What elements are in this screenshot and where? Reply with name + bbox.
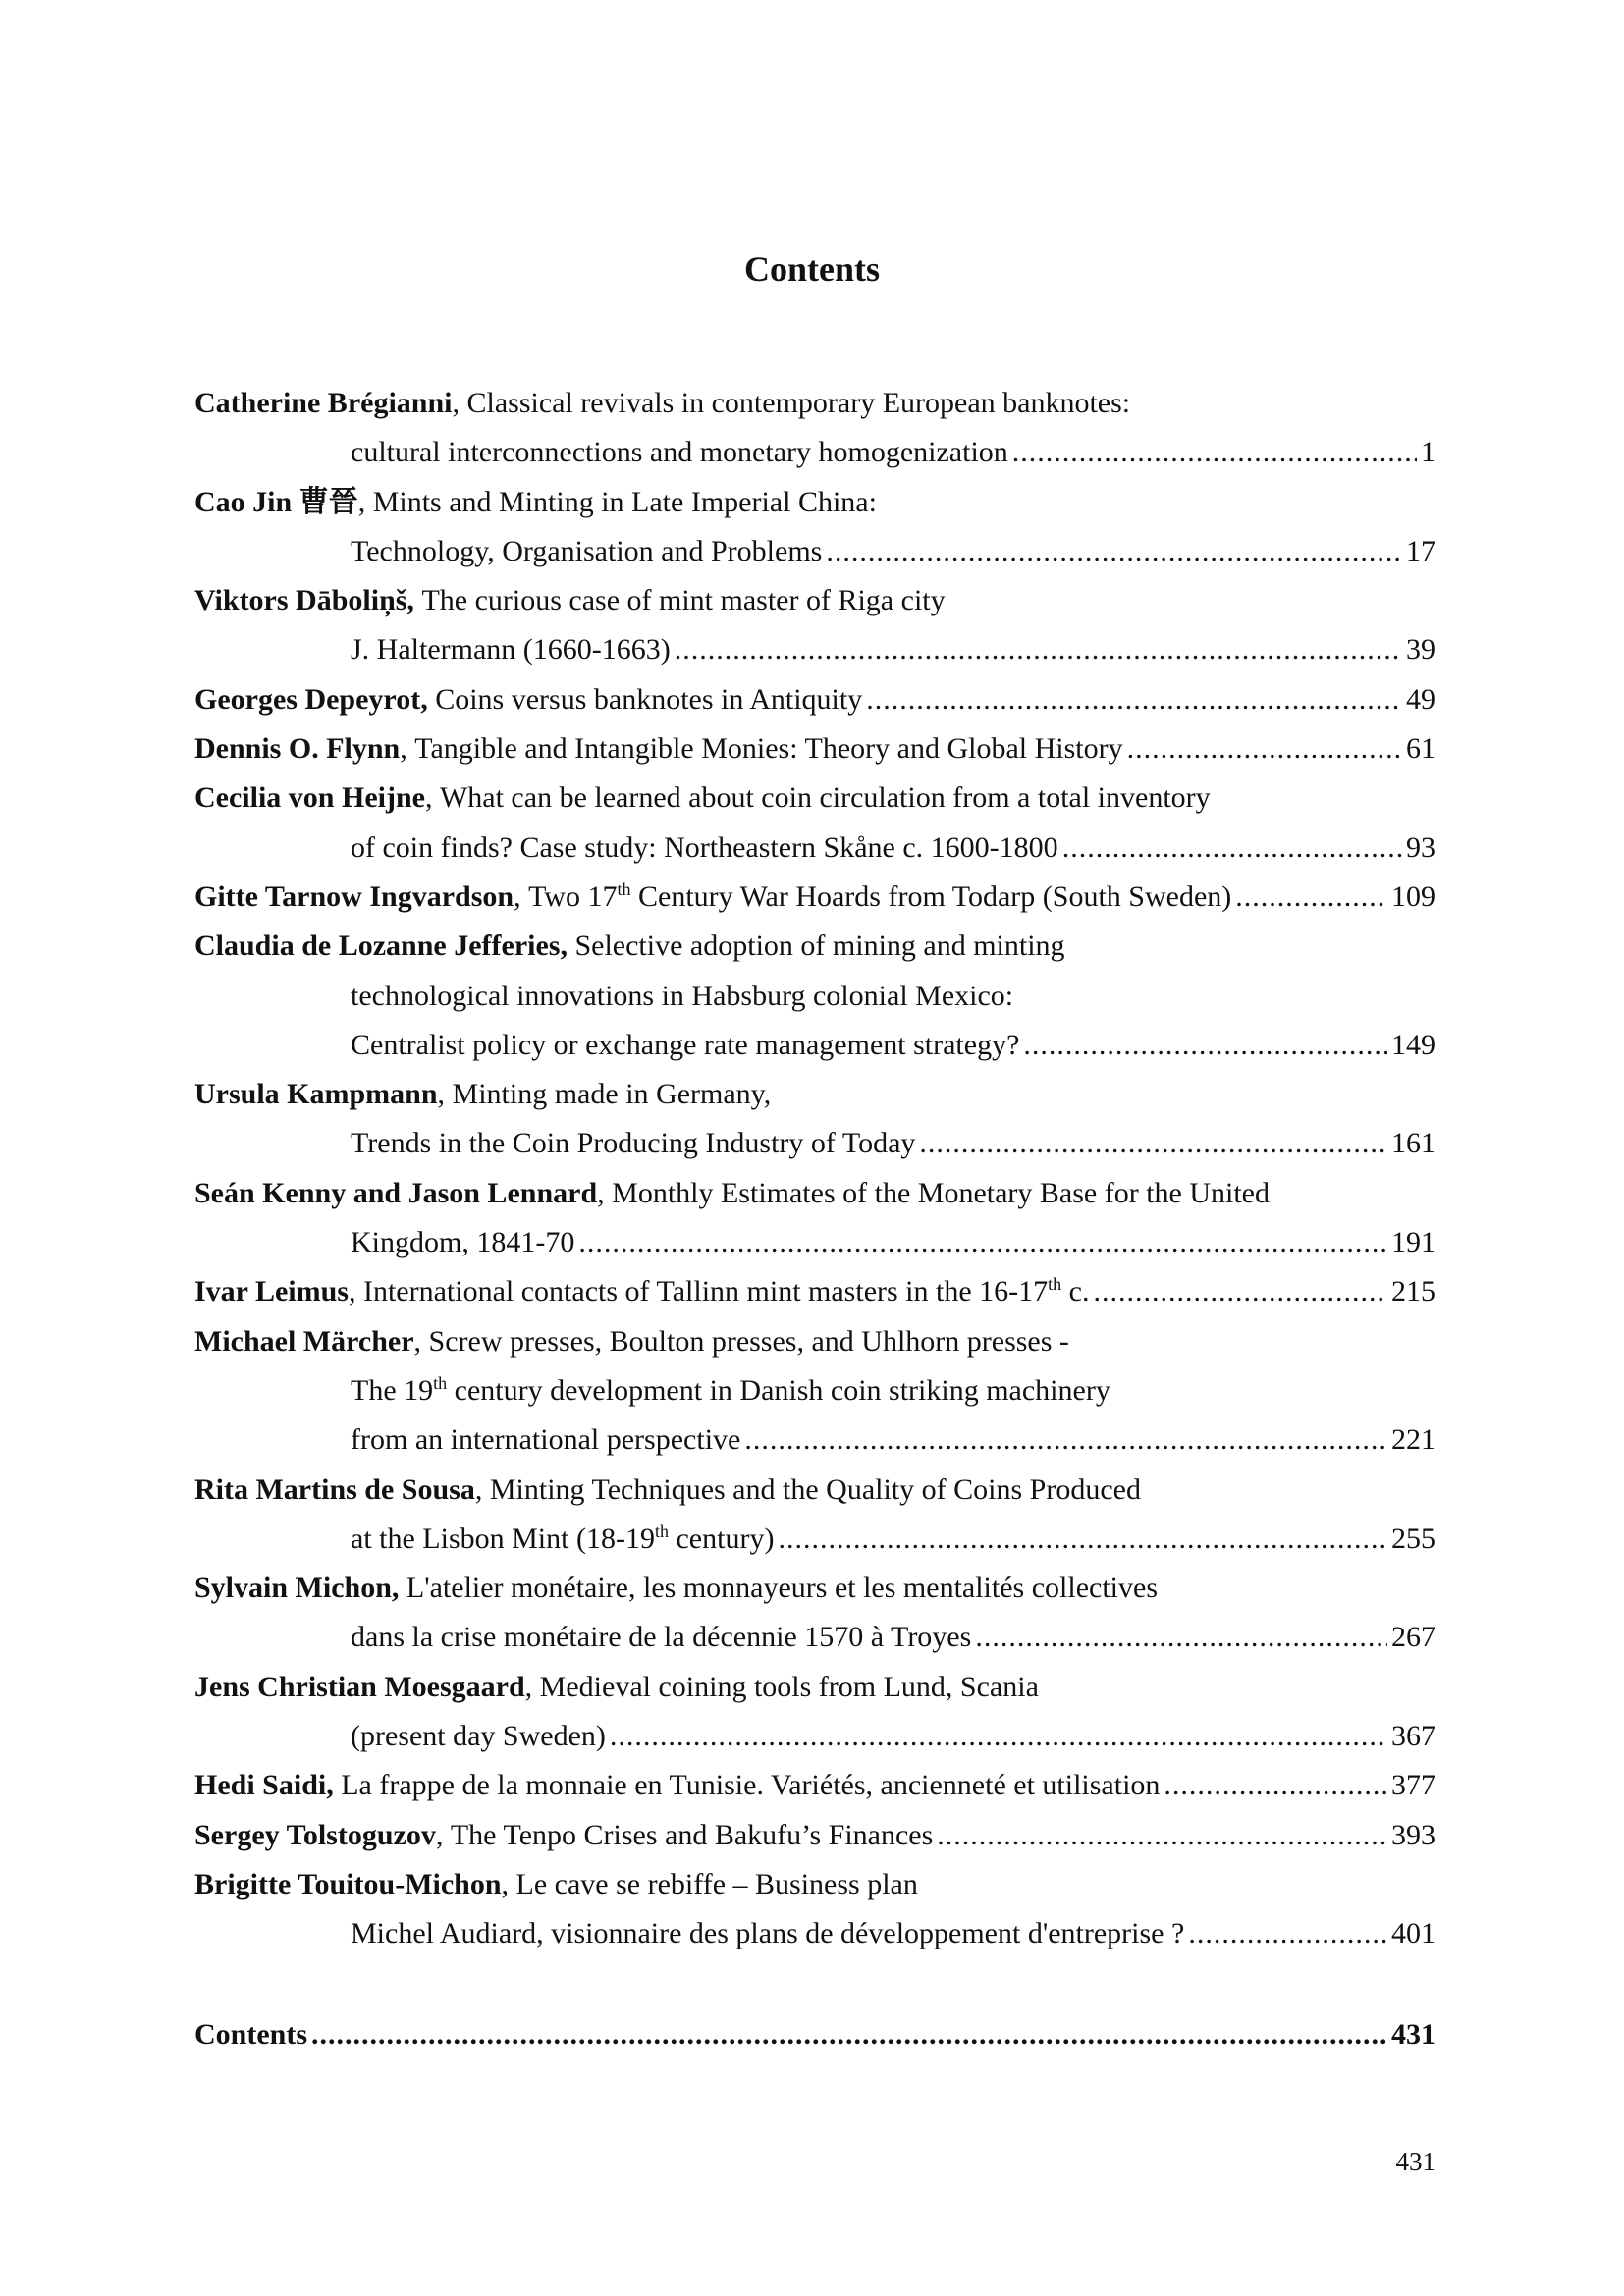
toc-title-text: Monthly Estimates of the Monetary Base for the United	[612, 1176, 1270, 1209]
toc-entry-line	[194, 1761, 1435, 1810]
toc-author: Catherine Brégianni	[194, 387, 453, 419]
toc-author: Ursula Kampmann	[194, 1078, 438, 1111]
dot-leader	[1127, 724, 1402, 774]
toc-entry-line	[194, 873, 1435, 922]
toc-author: Ivar Leimus	[194, 1275, 349, 1308]
toc-author: Brigitte Touitou-Michon	[194, 1867, 502, 1900]
toc-title-text: La frappe de la monnaie en Tunisie. Variétés, ancienneté et utilisation	[341, 1769, 1161, 1802]
toc-entry-line	[194, 1860, 1435, 1909]
dot-leader	[744, 1415, 1387, 1465]
toc-entry-line	[194, 1366, 1435, 1415]
toc-entry-line	[194, 576, 1435, 625]
toc-entry-line	[194, 724, 1435, 774]
toc-separator: ,	[452, 387, 467, 419]
dot-leader	[610, 1712, 1387, 1761]
toc-separator: ,	[357, 485, 373, 518]
toc-title-text: The 19th century development in Danish coin striking machinery	[351, 1372, 1110, 1407]
toc-separator	[428, 675, 436, 724]
dot-leader	[866, 675, 1402, 724]
toc-separator: ,	[435, 1818, 451, 1851]
toc-entry-line	[194, 478, 1435, 527]
dot-leader	[1062, 824, 1402, 873]
toc-separator: ,	[413, 1324, 429, 1358]
toc-title-text: J. Haltermann (1660-1663)	[351, 633, 671, 667]
toc-entry-line	[194, 1119, 1435, 1168]
dot-leader	[778, 1515, 1387, 1564]
dot-leader	[1094, 1267, 1388, 1316]
toc-title-text: dans la crise monétaire de la décennie 1570 à Troyes	[351, 1621, 972, 1654]
toc-entry-line	[194, 1909, 1435, 1958]
toc-author: Claudia de Lozanne Jefferies,	[194, 930, 568, 963]
toc-entry-line	[194, 1317, 1435, 1366]
dot-leader	[1235, 873, 1387, 922]
toc-author: Sergey Tolstoguzov	[194, 1818, 436, 1851]
toc-title-text: Le cave se rebiffe – Business plan	[515, 1867, 918, 1900]
toc-entry-line	[194, 1811, 1435, 1860]
toc-page-number: 161	[1391, 1127, 1435, 1160]
toc-page-number: 393	[1391, 1818, 1435, 1851]
toc-separator: ,	[437, 1078, 453, 1111]
toc-entry-line	[194, 1169, 1435, 1218]
toc-page-number: 401	[1391, 1917, 1435, 1950]
toc-author: Hedi Saidi,	[194, 1769, 334, 1802]
toc-title-text: Mints and Minting in Late Imperial China:	[372, 485, 877, 518]
toc-page-number: 221	[1391, 1423, 1435, 1457]
dot-leader	[919, 1119, 1387, 1168]
toc-title-text: The curious case of mint master of Riga city	[421, 584, 946, 617]
toc-title-text: Tangible and Intangible Monies: Theory and Global History	[414, 732, 1123, 766]
toc-title-text: cultural interconnections and monetary homogenization	[351, 436, 1008, 469]
toc-title-text: of coin finds? Case study: Northeastern Skåne c. 1600-1800	[351, 830, 1058, 864]
page-number: 431	[1395, 2147, 1435, 2176]
toc-entry-line	[194, 1564, 1435, 1613]
dot-leader	[1164, 1761, 1387, 1810]
toc-title-text: The Tenpo Crises and Bakufu’s Finances	[450, 1818, 934, 1851]
toc-author: Georges Depeyrot,	[194, 682, 428, 716]
toc-author: Cao Jin 曹晉	[194, 485, 358, 518]
toc-author: Cecilia von Heijne	[194, 781, 425, 815]
toc-separator	[414, 576, 422, 625]
toc-page-number: 109	[1391, 880, 1435, 913]
toc-entry-line	[194, 625, 1435, 674]
toc-entry-line	[194, 527, 1435, 576]
toc-author: Viktors Dāboliņš,	[194, 584, 414, 617]
dot-leader	[311, 2010, 1387, 2059]
toc-separator: ,	[400, 732, 415, 766]
dot-leader	[937, 1811, 1387, 1860]
dot-leader	[975, 1613, 1387, 1662]
toc-title-text: technological innovations in Habsburg colonial Mexico:	[351, 979, 1014, 1012]
toc-entry-line	[194, 1663, 1435, 1712]
dot-leader	[1012, 428, 1417, 477]
toc-page-number: 1	[1421, 436, 1435, 469]
toc-entry-line	[194, 1613, 1435, 1662]
toc-entry-line	[194, 1021, 1435, 1070]
toc-separator: ,	[524, 1670, 540, 1703]
toc-summary-entry	[194, 2010, 1435, 2059]
toc-page-number: 267	[1391, 1621, 1435, 1654]
toc-page-number: 39	[1406, 633, 1435, 667]
toc-title-text: from an international perspective	[351, 1423, 741, 1457]
toc-separator	[334, 1761, 342, 1810]
dot-leader	[1023, 1021, 1387, 1070]
toc-page-number: 93	[1406, 830, 1435, 864]
toc-title-text: Minting Techniques and the Quality of Coins Produced	[489, 1472, 1141, 1506]
dot-leader	[1188, 1909, 1387, 1958]
toc-title-text: at the Lisbon Mint (18-19th century)	[351, 1521, 775, 1555]
toc-title-text: International contacts of Tallinn mint masters in the 16-17th c.	[362, 1274, 1090, 1308]
toc-title-text: What can be learned about coin circulation from a total inventory	[439, 781, 1211, 815]
toc-title-text: Coins versus banknotes in Antiquity	[435, 682, 863, 716]
toc-title-text: Selective adoption of mining and minting	[574, 930, 1065, 963]
toc-author: Sylvain Michon,	[194, 1572, 400, 1605]
toc-title-text: Two 17th Century War Hoards from Todarp (South Sweden)	[528, 879, 1232, 913]
toc-page-number: 255	[1391, 1522, 1435, 1555]
toc-author: Dennis O. Flynn	[194, 732, 401, 766]
toc-page-number: 49	[1406, 682, 1435, 716]
toc-title-text: Screw presses, Boulton presses, and Uhlhorn presses -	[428, 1324, 1069, 1358]
toc-author: Rita Martins de Sousa	[194, 1472, 475, 1506]
toc-entry-line	[194, 1466, 1435, 1515]
toc-entry-line	[194, 1415, 1435, 1465]
summary-label: Contents	[194, 2018, 308, 2051]
toc-title-text: Technology, Organisation and Problems	[351, 534, 823, 567]
toc-title-text: Trends in the Coin Producing Industry of Today	[351, 1127, 916, 1160]
toc-author: Jens Christian Moesgaard	[194, 1670, 525, 1703]
toc-title-text: Medieval coining tools from Lund, Scania	[539, 1670, 1039, 1703]
toc-entry-line	[194, 1712, 1435, 1761]
toc-entry-line	[194, 428, 1435, 477]
toc-entry-line	[194, 922, 1435, 971]
toc-author: Gitte Tarnow Ingvardson	[194, 880, 514, 913]
toc-page-number: 191	[1391, 1226, 1435, 1259]
toc-separator: ,	[474, 1472, 490, 1506]
toc-separator	[399, 1564, 406, 1613]
toc-separator: ,	[597, 1176, 613, 1209]
table-of-contents	[194, 379, 1435, 1959]
toc-separator	[568, 922, 575, 971]
toc-page-number: 367	[1391, 1720, 1435, 1753]
toc-title-text: (present day Sweden)	[351, 1720, 606, 1753]
toc-page-number: 17	[1406, 534, 1435, 567]
toc-entry-line	[194, 675, 1435, 724]
toc-title-text: L'atelier monétaire, les monnayeurs et les mentalités collectives	[406, 1572, 1158, 1605]
page-title: Contents	[743, 249, 880, 289]
toc-separator: ,	[424, 781, 440, 815]
dot-leader	[675, 625, 1402, 674]
toc-entry-line	[194, 824, 1435, 873]
toc-title-text: Kingdom, 1841-70	[351, 1226, 575, 1259]
toc-separator: ,	[501, 1867, 516, 1900]
toc-entry-line	[194, 1267, 1435, 1316]
toc-title-text: Michel Audiard, visionnaire des plans de développement d'entreprise ?	[351, 1917, 1185, 1950]
dot-leader	[578, 1218, 1387, 1267]
toc-entry-line	[194, 379, 1435, 428]
toc-page-number: 215	[1391, 1275, 1435, 1308]
toc-title-text: Minting made in Germany,	[452, 1078, 772, 1111]
toc-separator: ,	[348, 1275, 363, 1308]
toc-entry-line	[194, 774, 1435, 823]
toc-title-text: Centralist policy or exchange rate management strategy?	[351, 1028, 1020, 1061]
toc-entry-line	[194, 1218, 1435, 1267]
toc-entry-line	[194, 1070, 1435, 1119]
toc-author: Michael Märcher	[194, 1324, 414, 1358]
toc-page-number: 149	[1391, 1028, 1435, 1061]
toc-separator: ,	[514, 880, 529, 913]
toc-title-text: Classical revivals in contemporary European banknotes:	[466, 387, 1131, 419]
toc-entry-line	[194, 972, 1435, 1021]
toc-author: Seán Kenny and Jason Lennard	[194, 1176, 598, 1209]
toc-page-number: 61	[1406, 732, 1435, 766]
dot-leader	[826, 527, 1402, 576]
summary-page-number: 431	[1391, 2018, 1435, 2051]
toc-entry-line	[194, 1515, 1435, 1564]
toc-page-number: 377	[1391, 1769, 1435, 1802]
